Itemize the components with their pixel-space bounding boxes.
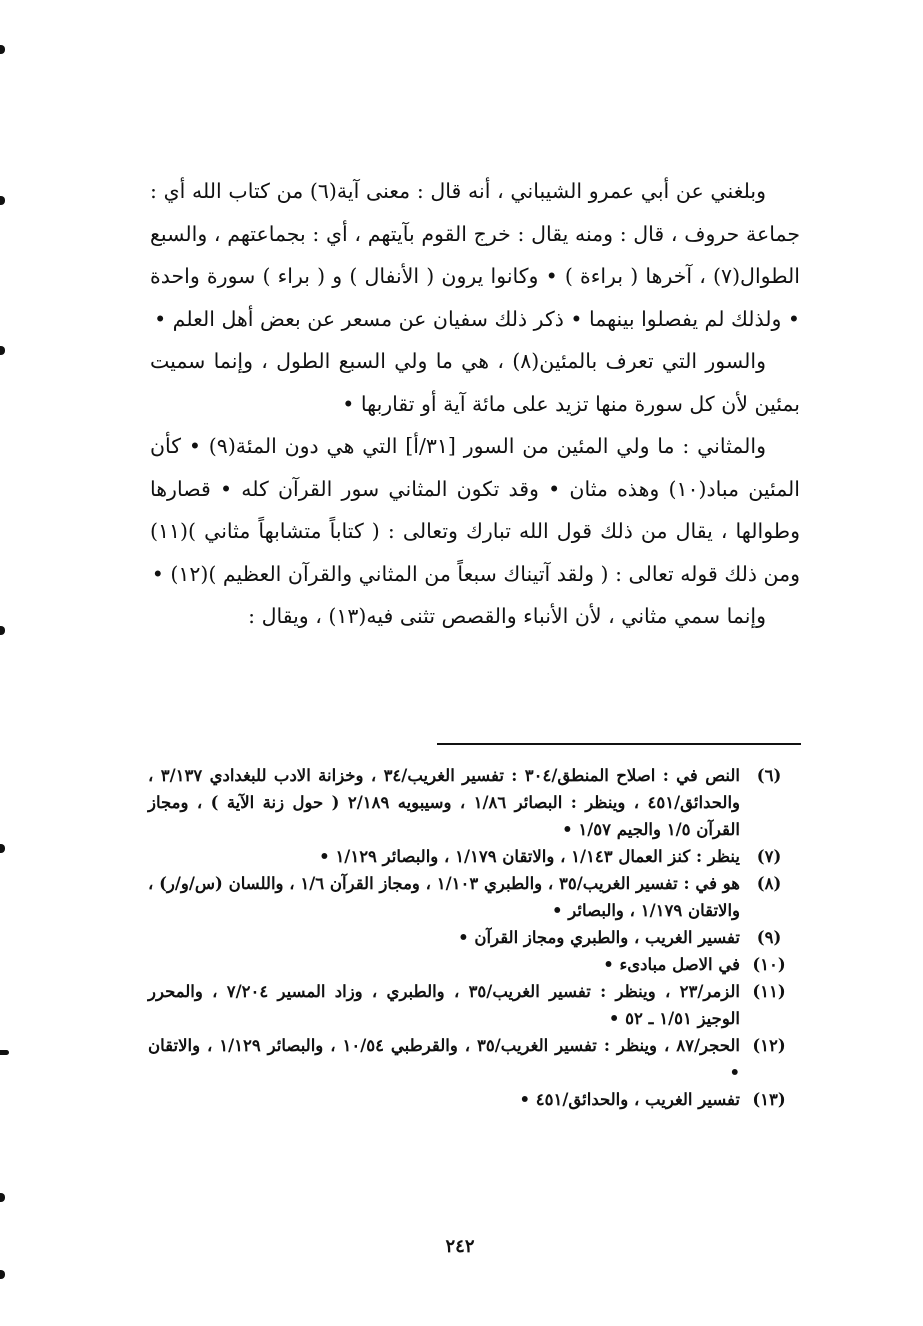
edge-mark — [0, 844, 5, 853]
edge-mark — [0, 1193, 5, 1202]
edge-mark — [0, 1270, 5, 1279]
edge-mark — [0, 1050, 9, 1055]
footnote — [148, 870, 798, 924]
footnote-number: (٧) — [756, 847, 782, 866]
paragraph-mathani-reason: وإنما سمي مثاني ، لأن الأنباء والقصص تثنى فيه(١٣) ، ويقال : — [248, 604, 766, 628]
footnote — [148, 1086, 798, 1113]
footnote-text: ينظر : كنز العمال ١/١٤٣ ، والاتقان ١/١٧٩ ، والبصائر ١/١٢٩ • — [319, 847, 740, 866]
footnote-number: (٩) — [756, 928, 782, 947]
paragraph-ayah-meaning: وبلغني عن أبي عمرو الشيباني ، أنه قال : معنى آية(٦) من كتاب الله أي : جماعة حروف ، قال : ومنه يقال : خرج القوم بآيتهم ، أي : بجماعتهم ، والسبع الطوال(٧) ، آخرها ( براءة ) • وكانوا يرون ( الأنفال ) و ( براء ) سورة واحدة • ولذلك لم يفصلوا بينهما • ذكر ذلك سفيان عن مسعر عن بعض أهل العلم • — [150, 179, 800, 331]
edge-mark — [0, 196, 5, 205]
footnote-number: (٦) — [756, 766, 782, 785]
footnote-number: (٨) — [756, 874, 782, 893]
edge-mark — [0, 346, 5, 355]
footnote — [148, 843, 798, 870]
footnote-text: الحجر/٨٧ ، وينظر : تفسير الغريب/٣٥ ، والقرطبي ١٠/٥٤ ، والبصائر ١/١٢٩ ، والاتقان • — [148, 1036, 741, 1082]
edge-mark — [0, 45, 5, 54]
footnote-text: هو في : تفسير الغريب/٣٥ ، والطبري ١/١٠٣ ، ومجاز القرآن ١/٦ ، واللسان (س/و/ر) ، والاتقان ١/١٧٩ ، والبصائر • — [148, 874, 741, 920]
footnote-text: النص في : اصلاح المنطق/٣٠٤ : تفسير الغريب/٣٤ ، وخزانة الادب للبغدادي ٣/١٣٧ ، والحدائق/٤٥١ ، وينظر : البصائر ١/٨٦ ، وسيبويه ٢/١٨٩ ( حول زنة الآية ) ، ومجاز القرآن ١/٥ والجيم ١/٥٧ • — [148, 766, 740, 839]
page-number: ٢٤٢ — [445, 1236, 475, 1257]
footnote — [148, 978, 798, 1032]
main-text — [150, 170, 800, 638]
scan-edge-marks — [0, 0, 10, 1326]
footnote-separator — [437, 743, 801, 745]
footnote-text: في الاصل مبادىء • — [603, 955, 740, 974]
footnote-number: (١٢) — [752, 1036, 786, 1055]
footnote-text: تفسير الغريب ، والحدائق/٤٥١ • — [519, 1090, 740, 1109]
footnote-text: تفسير الغريب ، والطبري ومجاز القرآن • — [458, 928, 740, 947]
footnote — [148, 951, 798, 978]
footnote-number: (١٣) — [752, 1090, 786, 1109]
footnote — [148, 924, 798, 951]
footnotes — [148, 762, 798, 1113]
footnote-number: (١١) — [752, 982, 786, 1001]
footnote — [148, 1032, 798, 1086]
edge-mark — [0, 626, 5, 635]
footnote — [148, 762, 798, 843]
paragraph-mathani: والمثاني : ما ولي المئين من السور [٣١/أ] التي هي دون المئة(٩) • كأن المئين مباد(١٠) وهذه مثان • وقد تكون المثاني سور القرآن كله • قصارها وطوالها ، يقال من ذلك قول الله تبارك وتعالى : ( كتاباً متشابهاً مثاني )(١١) ومن ذلك قوله تعالى : ( ولقد آتيناك سبعاً من المثاني والقرآن العظيم )(١٢) • — [150, 434, 801, 586]
paragraph-mieen: والسور التي تعرف بالمئين(٨) ، هي ما ولي السبع الطول ، وإنما سميت بمئين لأن كل سورة منها تزيد على مائة آية أو تقاربها • — [150, 349, 800, 416]
footnote-text: الزمر/٢٣ ، وينظر : تفسير الغريب/٣٥ ، والطبري ، وزاد المسير ٧/٢٠٤ ، والمحرر الوجيز ١/٥١ ـ ٥٢ • — [148, 982, 740, 1028]
footnote-number: (١٠) — [752, 955, 786, 974]
